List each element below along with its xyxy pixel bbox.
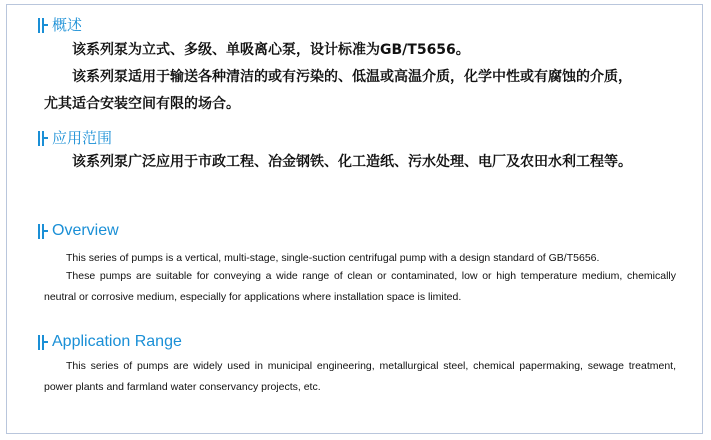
application-cn-title: 应用范围	[52, 129, 113, 147]
section-marker-icon	[38, 223, 48, 239]
section-marker-icon	[38, 334, 48, 350]
overview-en-heading	[38, 222, 119, 240]
overview-en-paragraph: These pumps are suitable for conveying a wide range of clean or contaminated, low or high temperature medium, chemically neutral or corrosive medium, especially for applications where installation space is limited.	[44, 270, 676, 303]
section-marker-icon	[38, 17, 48, 33]
application-en-paragraph: This series of pumps are widely used in municipal engineering, metallurgical steel, chemical papermaking, sewage treatment, power plants and farmland water conservancy projects, etc.	[44, 360, 676, 393]
overview-cn-title: 概述	[52, 16, 83, 34]
application-cn-heading	[38, 127, 112, 148]
section-marker-icon	[38, 130, 48, 146]
overview-en-title: Overview	[52, 222, 119, 239]
overview-cn-heading	[38, 14, 82, 35]
overview-cn-line: 该系列泵为立式、多级、单吸离心泵，设计标准为GB/T5656。	[72, 42, 470, 58]
overview-cn-line: 该系列泵适用于输送各种清洁的或有污染的、低温或高温介质，化学中性或有腐蚀的介质，	[72, 69, 632, 85]
application-en-heading	[38, 333, 182, 351]
overview-en-paragraph: This series of pumps is a vertical, multi-stage, single-suction centrifugal pump with a design standard of GB/T5656.	[66, 252, 600, 264]
application-en-title: Application Range	[52, 333, 182, 350]
application-cn-text	[44, 149, 676, 176]
application-cn-line: 该系列泵广泛应用于市政工程、冶金钢铁、化工造纸、污水处理、电厂及农田水利工程等。	[72, 154, 632, 170]
overview-cn-text	[44, 37, 676, 118]
overview-cn-line: 尤其适合安装空间有限的场合。	[44, 96, 240, 112]
